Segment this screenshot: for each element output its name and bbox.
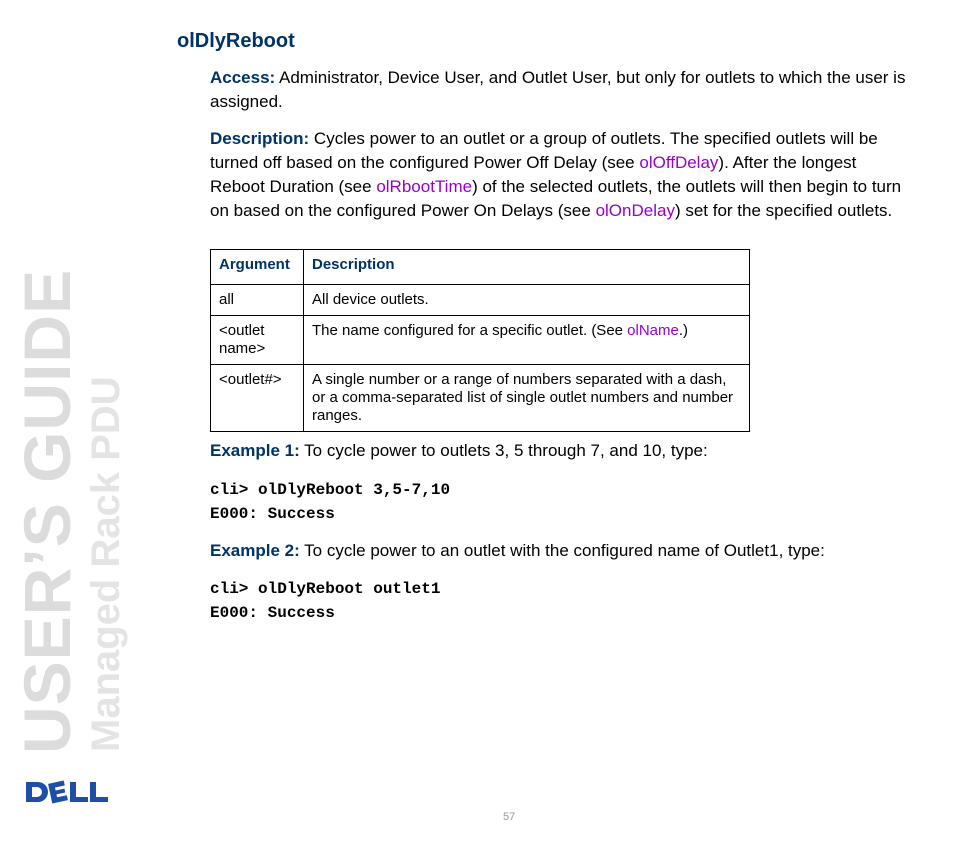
example1-paragraph [210,439,910,463]
argument-cell: all [211,285,304,316]
example1-text: To cycle power to outlets 3, 5 through 7, and 10, type: [299,441,708,460]
description-cell [304,316,750,365]
description-text-1: Cycles power to an outlet or a group of outlets. The specified outlets will be turned off based on the configured Power Off Delay (see [210,129,878,172]
page-number: 57 [503,811,516,823]
header-description: Description [304,250,750,285]
access-paragraph [210,66,910,114]
arguments-table [210,249,750,432]
access-label: Access: [210,68,276,87]
table-row [211,365,750,432]
example2-paragraph [210,539,910,563]
example1-label: Example 1: [210,441,300,460]
example2-text: To cycle power to an outlet with the configured name of Outlet1, type: [299,541,825,560]
guide-title-vertical: USER’S GUIDE [10,268,84,754]
example2-label: Example 2: [210,541,300,560]
argument-cell: <outlet#> [211,365,304,432]
code-line: E000: Success [210,505,335,523]
product-title-vertical: Managed Rack PDU [84,376,128,752]
description-cell: A single number or a range of numbers separated with a dash, or a comma-separated list of single outlet numbers and number ranges. [304,365,750,432]
argument-cell: <outlet name> [211,316,304,365]
example2-code [210,577,440,625]
description-cell-text: The name configured for a specific outlet. (See [312,322,628,339]
section-title: olDlyReboot [177,30,295,52]
access-text: Administrator, Device User, and Outlet User, but only for outlets to which the user is assigned. [210,68,906,111]
description-cell-text-end: .) [678,322,689,339]
description-cell: All device outlets. [304,285,750,316]
description-text-2: ). After the longest Reboot Duration (see [210,153,857,196]
table-header-row [211,250,750,285]
code-line: E000: Success [210,604,335,622]
description-text-3: ) of the selected outlets, the outlets will then begin to turn on based on the configured Power On Delays (see [210,177,902,220]
link-oloffdelay[interactable]: olOffDelay [639,153,719,172]
table-row [211,316,750,365]
header-argument: Argument [211,250,304,285]
description-label: Description: [210,129,310,148]
description-text-4: ) set for the specified outlets. [674,201,893,220]
code-line: cli> olDlyReboot outlet1 [210,580,441,598]
link-olondelay[interactable]: olOnDelay [595,201,675,220]
dell-logo [24,778,112,806]
description-paragraph [210,127,910,223]
link-olrboottime[interactable]: olRbootTime [376,177,473,196]
code-line: cli> olDlyReboot 3,5-7,10 [210,481,451,499]
link-olname[interactable]: olName [627,322,679,339]
table-row [211,285,750,316]
example1-code [210,478,450,526]
